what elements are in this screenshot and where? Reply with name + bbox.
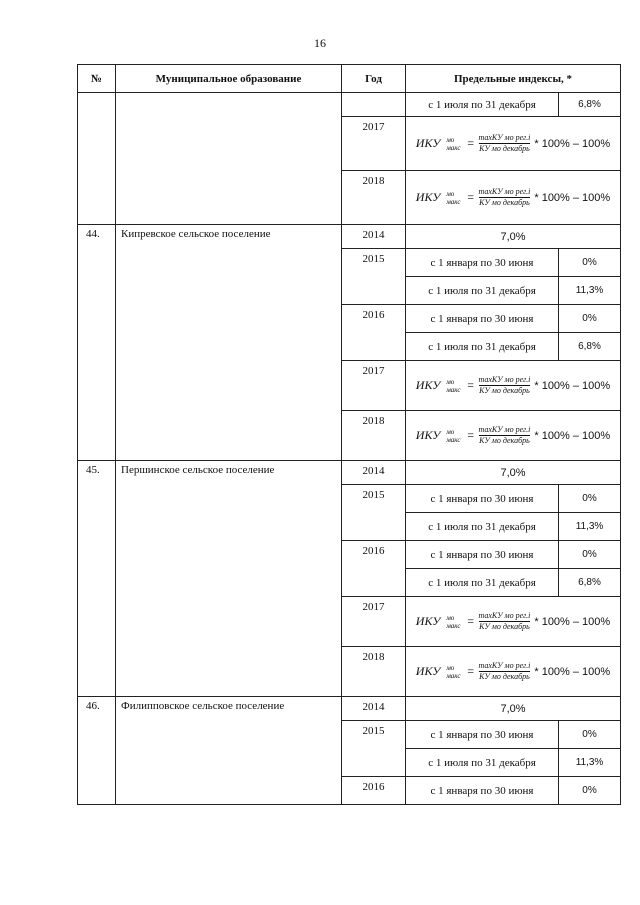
year-cell: 2015 [342, 485, 406, 541]
value-cell: 0% [559, 777, 621, 805]
formula-sub: макс [446, 671, 461, 680]
formula-lhs: ИКУ [415, 428, 441, 442]
formula-rest: * 100% – 100% [534, 137, 611, 150]
period-cell: с 1 января по 30 июня [406, 305, 559, 333]
value-cell: 0% [559, 485, 621, 513]
formula [406, 133, 620, 154]
table-header [78, 65, 621, 93]
value-cell: 7,0% [406, 461, 621, 485]
table-row [78, 461, 621, 485]
formula [406, 661, 620, 682]
formula-sup: мо [446, 663, 455, 672]
table-row [78, 697, 621, 721]
formula [406, 425, 620, 446]
formula-lhs: ИКУ [415, 190, 441, 204]
header-municipality: Муниципальное образование [116, 65, 342, 93]
year-cell: 2014 [342, 225, 406, 249]
formula-numerator: maxКУ мо рег.i [478, 425, 531, 434]
year-cell: 2018 [342, 647, 406, 697]
formula-eq: = [466, 190, 475, 204]
formula-numerator: maxКУ мо рег.i [478, 187, 531, 196]
year-cell: 2018 [342, 411, 406, 461]
formula-sub: макс [446, 197, 461, 206]
year-cell: 2016 [342, 305, 406, 361]
year-cell: 2015 [342, 721, 406, 777]
formula-sup: мо [446, 135, 455, 144]
value-cell: 0% [559, 541, 621, 569]
formula-cell [406, 117, 621, 171]
formula-rest: * 100% – 100% [534, 615, 611, 628]
value-cell: 7,0% [406, 225, 621, 249]
period-cell: с 1 июля по 31 декабря [406, 333, 559, 361]
value-cell: 11,3% [559, 749, 621, 777]
indices-table [77, 64, 621, 805]
formula-denominator: КУ мо декабрь [479, 622, 530, 631]
formula-eq: = [466, 136, 475, 150]
row-number: 45. [78, 461, 116, 697]
formula-sub: макс [446, 621, 461, 630]
period-cell: с 1 января по 30 июня [406, 485, 559, 513]
value-cell: 6,8% [559, 333, 621, 361]
formula-denominator: КУ мо декабрь [479, 672, 530, 681]
formula-sub: макс [446, 435, 461, 444]
value-cell: 6,8% [559, 569, 621, 597]
formula-lhs: ИКУ [415, 614, 441, 628]
formula-rest: * 100% – 100% [534, 379, 611, 392]
formula-sup: мо [446, 377, 455, 386]
period-cell: с 1 января по 30 июня [406, 249, 559, 277]
period-cell: с 1 июля по 31 декабря [406, 749, 559, 777]
formula-lhs: ИКУ [415, 664, 441, 678]
formula-eq: = [466, 428, 475, 442]
municipality-name: Филипповское сельское поселение [116, 697, 342, 805]
value-cell: 0% [559, 721, 621, 749]
value-cell: 6,8% [559, 93, 621, 117]
formula-cell [406, 597, 621, 647]
header-num: № [78, 65, 116, 93]
year-cell: 2017 [342, 597, 406, 647]
period-cell: с 1 января по 30 июня [406, 777, 559, 805]
formula-eq: = [466, 614, 475, 628]
formula-cell [406, 647, 621, 697]
formula-cell [406, 171, 621, 225]
period-cell: с 1 января по 30 июня [406, 541, 559, 569]
row-number: 46. [78, 697, 116, 805]
formula-numerator: maxКУ мо рег.i [478, 133, 531, 142]
year-cell: 2014 [342, 697, 406, 721]
formula-rest: * 100% – 100% [534, 191, 611, 204]
formula-numerator: maxКУ мо рег.i [478, 611, 531, 620]
year-cell: 2016 [342, 541, 406, 597]
year-cell: 2016 [342, 777, 406, 805]
formula-numerator: maxКУ мо рег.i [478, 375, 531, 384]
period-cell: с 1 июля по 31 декабря [406, 277, 559, 305]
formula-denominator: КУ мо декабрь [479, 144, 530, 153]
formula-sub: макс [446, 385, 461, 394]
value-cell: 7,0% [406, 697, 621, 721]
formula-lhs: ИКУ [415, 136, 441, 150]
period-cell: с 1 июля по 31 декабря [406, 93, 559, 117]
value-cell: 11,3% [559, 277, 621, 305]
year-cell: 2015 [342, 249, 406, 305]
formula [406, 611, 620, 632]
period-cell: с 1 июля по 31 декабря [406, 513, 559, 541]
formula-denominator: КУ мо декабрь [479, 198, 530, 207]
municipality-name: Першинское сельское поселение [116, 461, 342, 697]
formula-eq: = [466, 664, 475, 678]
header-indices: Предельные индексы, * [406, 65, 621, 93]
header-year: Год [342, 65, 406, 93]
formula-sup: мо [446, 613, 455, 622]
page-number: 16 [314, 36, 326, 50]
municipality-name: Кипревское сельское поселение [116, 225, 342, 461]
value-cell: 0% [559, 249, 621, 277]
formula-numerator: maxКУ мо рег.i [478, 661, 531, 670]
period-cell: с 1 января по 30 июня [406, 721, 559, 749]
year-cell: 2018 [342, 171, 406, 225]
formula-cell [406, 411, 621, 461]
formula-sub: макс [446, 143, 461, 152]
formula-sup: мо [446, 189, 455, 198]
table-row [78, 225, 621, 249]
formula [406, 375, 620, 396]
formula-sup: мо [446, 427, 455, 436]
formula-rest: * 100% – 100% [534, 665, 611, 678]
year-cell: 2017 [342, 361, 406, 411]
table-row [78, 93, 621, 117]
period-cell: с 1 июля по 31 декабря [406, 569, 559, 597]
value-cell: 0% [559, 305, 621, 333]
year-cell: 2014 [342, 461, 406, 485]
formula [406, 187, 620, 208]
formula-lhs: ИКУ [415, 378, 441, 392]
formula-denominator: КУ мо декабрь [479, 386, 530, 395]
formula-rest: * 100% – 100% [534, 429, 611, 442]
year-cell: 2017 [342, 117, 406, 171]
row-number: 44. [78, 225, 116, 461]
value-cell: 11,3% [559, 513, 621, 541]
formula-eq: = [466, 378, 475, 392]
formula-cell [406, 361, 621, 411]
formula-denominator: КУ мо декабрь [479, 436, 530, 445]
